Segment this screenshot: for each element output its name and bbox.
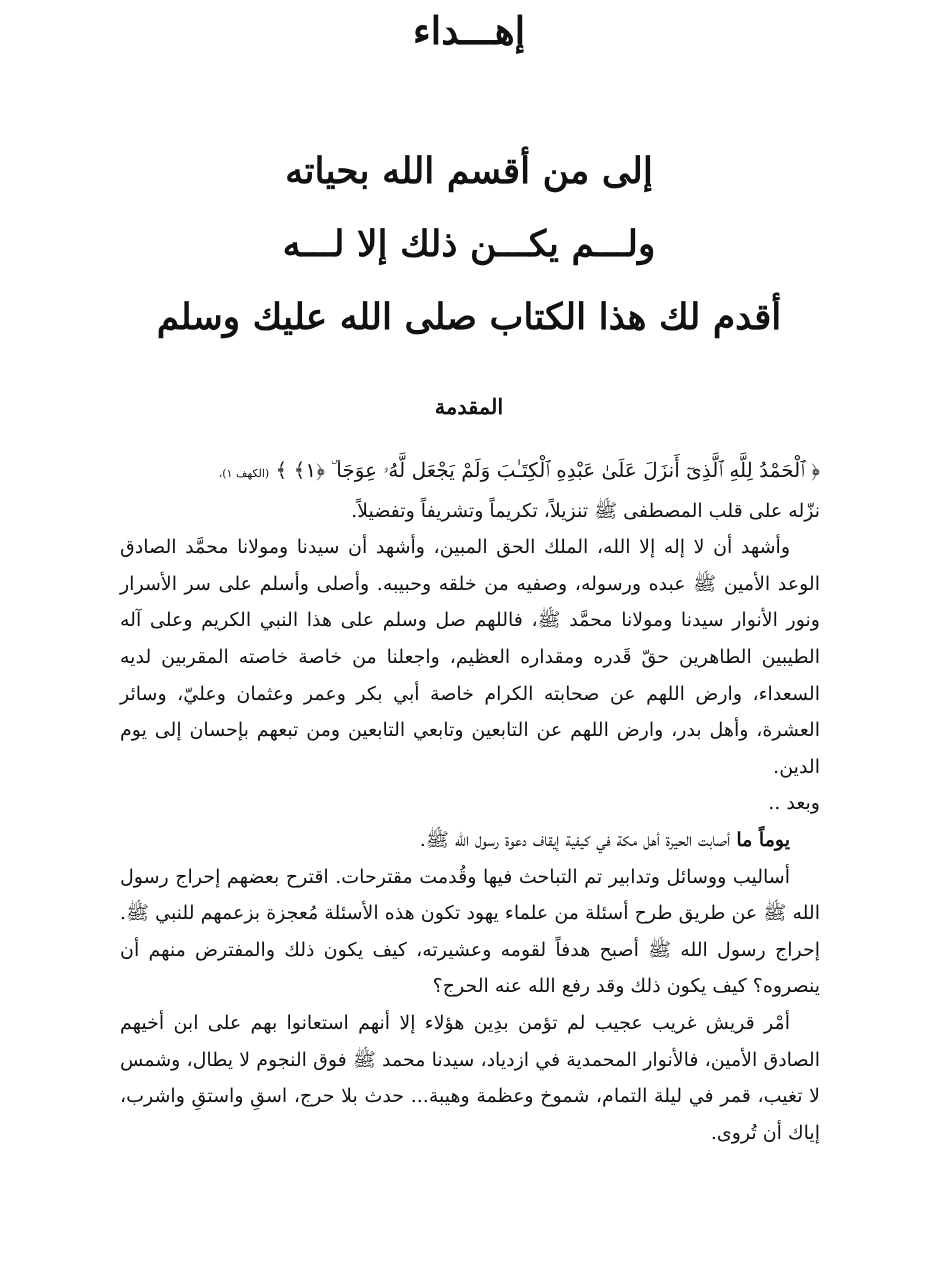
paragraph-3: وبعد ..: [768, 792, 820, 815]
paragraph-4: [120, 822, 820, 859]
dedication-line-1: إلى من أقسم الله بحياته: [285, 150, 653, 192]
dedication-line-3: أقدم لك هذا الكتاب صلى الله عليك وسلم: [156, 296, 782, 338]
paragraph-1: نزّله على قلب المصطفى ﷺ تنزيلاً، تكريماً وتشريفاً وتفضيلاً.: [351, 499, 820, 522]
section-heading: المقدمة: [434, 394, 504, 419]
paragraph-4-lead: يوماً ما: [736, 828, 790, 851]
paragraph-5: أساليب ووسائل وتدابير تم التباحث فيها وقُدمت مقترحات. اقترح بعضهم إحراج رسول الله ﷺ عن طريق طرح أسئلة من علماء يهود تكون هذه الأسئلة مُعجزة بزعمهم للنبي ﷺ. إحراج رسول الله ﷺ أصبح هدفاً لقومه وعشيرته، كيف يكون ذلك والمفترض منهم أن ينصروه؟ كيف يكون ذلك وقد رفع الله عنه الحرج؟: [120, 865, 820, 998]
dedication-line-2: ولـــم يكـــن ذلك إلا لـــه: [282, 223, 656, 265]
quran-text: ﴿ ٱلْحَمْدُ لِلَّهِ ٱلَّذِىٓ أَنزَلَ عَلَىٰ عَبْدِهِ ٱلْكِتَـٰبَ وَلَمْ يَجْعَل لَّهُۥ عِوَجَا ۜ ﴿١﴾ ﴾: [275, 458, 820, 482]
quran-verse: [120, 452, 820, 493]
paragraph-2: وأشهد أن لا إله إلا الله، الملك الحق المبين، وأشهد أن سيدنا ومولانا محمَّد الصادق الوعد الأمين ﷺ عبده ورسوله، وصفيه من خلقه وحبيبه. وأصلى وأسلم على سر الأسرار ونور الأنوار سيدنا ومولانا محمَّد ﷺ، فاللهم صل وسلم على هذا النبي الكريم وعلى آله الطيبين الطاهرين حقّ قَدره ومقداره العظيم، واجعلنا من خاصة خاصته المقربين لديه السعداء، وارض اللهم عن صحابته الكرام خاصة أبي بكر وعمر وعثمان وعليّ، وسائر العشرة، وأهل بدر، وارض اللهم عن التابعين وتابعي التابعين ومن تبعهم بإحسان إلى يوم الدين.: [120, 536, 821, 778]
paragraph-4-text: أصابت الحيرة أهل مكة في كيفية إيقاف دعوة رسول الله ﷺ.: [419, 828, 737, 851]
quran-reference: (الكهف ١)،: [218, 467, 270, 480]
body-text: [120, 452, 820, 1151]
page-title: إهـــداء: [412, 8, 526, 53]
paragraph-6: أمْر قريش غريب عجيب لم تؤمن بدِين هؤلاء إلا أنهم استعانوا بهم على ابن أخيهم الصادق الأمين، فالأنوار المحمدية في ازدياد، سيدنا محمد ﷺ فوق النجوم لا يطال، وشمس لا تغيب، قمر في ليلة التمام، شموخ وعظمة وهيبة... حدث بلا حرج، اسقِ واستقِ واشرب، إياك أن تُروى.: [120, 1011, 820, 1144]
